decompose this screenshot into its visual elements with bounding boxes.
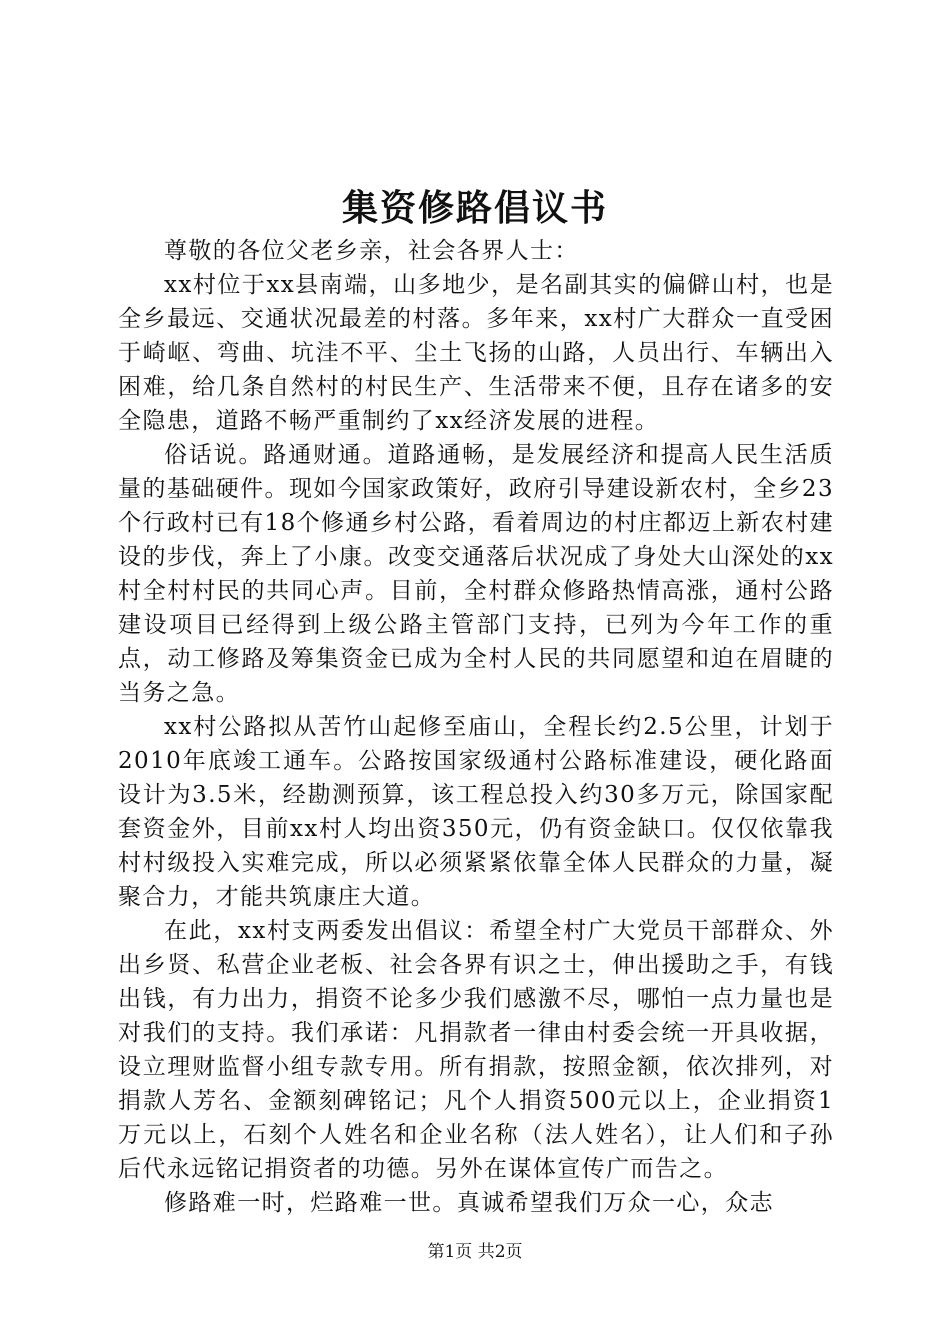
paragraph: xx村位于xx县南端，山多地少，是名副其实的偏僻山村，也是全乡最远、交通状况最差的村落。多年来，xx村广大群众一直受困于崎岖、弯曲、坑洼不平、尘土飞扬的山路，人员出行、车辆出入困难，给几条自然村的村民生产、生活带来不便，且存在诸多的安全隐患，道路不畅严重制约了xx经济发展的进程。 xyxy=(118,272,834,434)
paragraph: 修路难一时，烂路难一世。真诚希望我们万众一心，众志 xyxy=(164,1190,774,1216)
paragraph: xx村公路拟从苦竹山起修至庙山，全程长约2.5公里，计划于2010年底竣工通车。公路按国家级通村公路标准建设，硬化路面设计为3.5米，经勘测预算，该工程总投入约30多万元，除国家配套资金外，目前xx村人均出资350元，仍有资金缺口。仅仅依靠我村村级投入实难完成，所以必须紧紧依靠全体人民群众的力量，凝聚合力，才能共筑康庄大道。 xyxy=(118,714,834,910)
salutation: 尊敬的各位父老乡亲，社会各界人士： xyxy=(164,238,579,264)
document-body xyxy=(118,234,834,1220)
document-title: 集资修路倡议书 xyxy=(341,187,608,229)
paragraph: 俗话说。路通财通。道路通畅，是发展经济和提高人民生活质量的基础硬件。现如今国家政策好，政府引导建设新农村，全乡23个行政村已有18个修通乡村公路，看着周边的村庄都迈上新农村建设的步伐，奔上了小康。改变交通落后状况成了身处大山深处的xx村全村村民的共同心声。目前，全村群众修路热情高涨，通村公路建设项目已经得到上级公路主管部门支持，已列为今年工作的重点，动工修路及筹集资金已成为全村人民的共同愿望和迫在眉睫的当务之急。 xyxy=(118,442,834,706)
page-number-footer: 第1页 共2页 xyxy=(427,1242,523,1262)
paragraph: 在此，xx村支两委发出倡议：希望全村广大党员干部群众、外出乡贤、私营企业老板、社会各界有识之士，伸出援助之手，有钱出钱，有力出力，捐资不论多少我们感激不尽，哪怕一点力量也是对我们的支持。我们承诺：凡捐款者一律由村委会统一开具收据，设立理财监督小组专款专用。所有捐款，按照金额，依次排列，对捐款人芳名、金额刻碑铭记；凡个人捐资500元以上，企业捐资1万元以上，石刻个人姓名和企业名称（法人姓名），让人们和子孙后代永远铭记捐资者的功德。另外在谋体宣传广而告之。 xyxy=(118,918,834,1182)
